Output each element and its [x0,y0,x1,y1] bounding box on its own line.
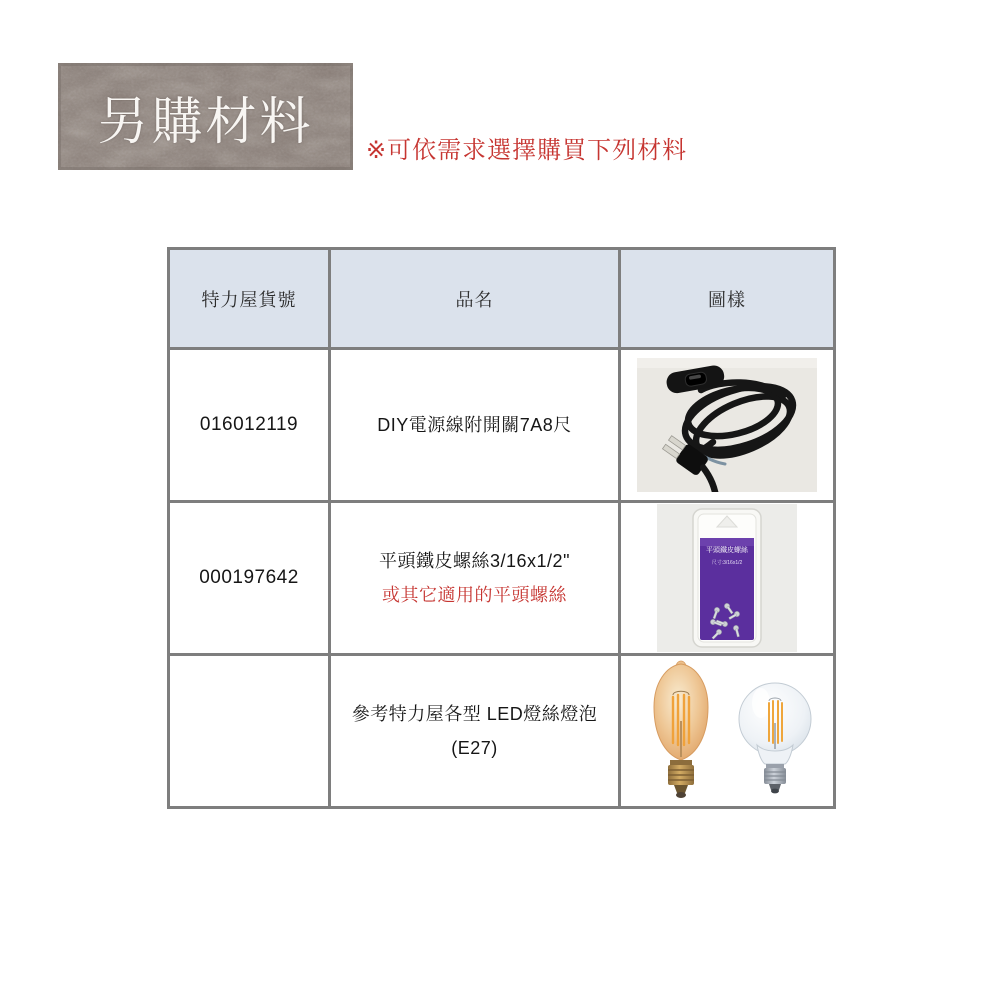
item-name: 參考特力屋各型 LED燈絲燈泡 [351,703,598,724]
table-row [169,502,835,655]
item-name-cell [330,349,620,502]
item-image-cell [620,349,835,502]
item-alt-note: 或其它適用的平頭螺絲 [382,585,567,605]
item-code-cell: 000197642 [169,502,330,655]
banner-title: 另購材料 [97,94,314,151]
power-cord-image [637,358,817,492]
package-label-line2: 尺寸:3/16x1/2 [711,560,743,566]
item-code-cell: 016012119 [169,349,330,502]
column-header-item-image: 圖樣 [620,249,835,349]
item-image-cell [620,502,835,655]
item-name-cell [330,502,620,655]
item-name: DIY電源線附開關7A8尺 [377,414,572,435]
note-text: ※可依需求選擇購買下列材料 [366,137,688,164]
led-bulbs-image [623,657,832,805]
item-name: 平頭鐵皮螺絲3/16x1/2" [379,550,570,571]
item-name-line2: (E27) [451,738,498,758]
materials-table [167,247,836,809]
column-header-item-code: 特力屋貨號 [169,249,330,349]
table-row [169,655,835,808]
table-row [169,349,835,502]
item-image-cell [620,655,835,808]
package-label-line1: 平頭鐵皮螺絲 [706,547,748,554]
item-code-cell [169,655,330,808]
item-name-cell [330,655,620,808]
section-banner [58,63,353,170]
column-header-item-name: 品名 [330,249,620,349]
table-header-row [169,249,835,349]
screws-package-image [657,504,797,652]
